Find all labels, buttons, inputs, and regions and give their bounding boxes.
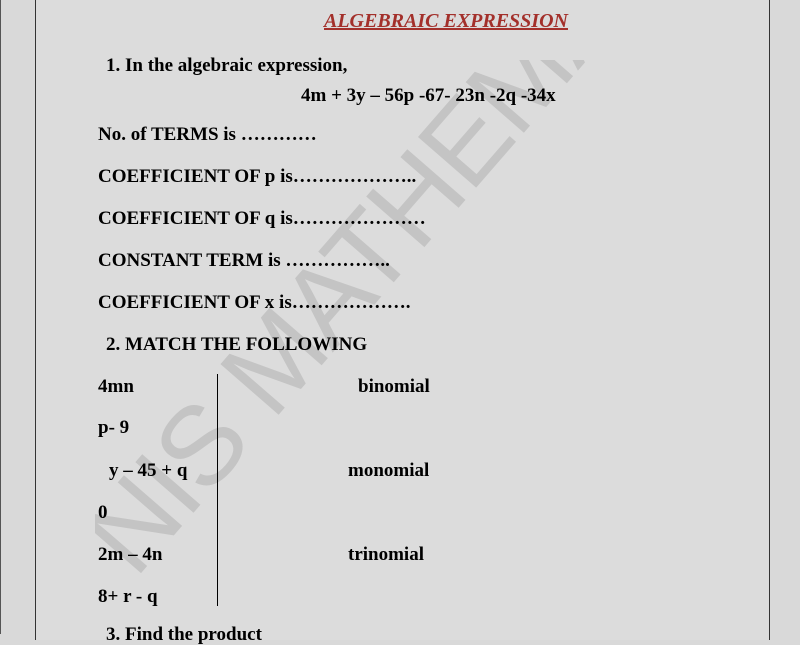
- page-edge: [0, 0, 1, 634]
- q1-heading: 1. In the algebraic expression,: [106, 55, 348, 76]
- match-left-item: 2m – 4n: [98, 544, 163, 565]
- match-left-item: 0: [98, 502, 108, 523]
- q1-coefficient-p-line: COEFFICIENT OF p is………………..: [98, 166, 417, 187]
- q1-constant-term-line: CONSTANT TERM is ……………..: [98, 250, 390, 271]
- q1-terms-line: No. of TERMS is …………: [98, 124, 317, 145]
- q1-coefficient-x-line: COEFFICIENT OF x is……………….: [98, 292, 411, 313]
- match-right-item: binomial: [358, 376, 430, 397]
- q3-heading: 3. Find the product: [106, 624, 262, 645]
- match-left-item: p- 9: [98, 417, 130, 438]
- match-left-item: 8+ r - q: [98, 586, 158, 607]
- q1-expression: 4m + 3y – 56p -67- 23n -2q -34x: [301, 85, 556, 106]
- worksheet-title: ALGEBRAIC EXPRESSION: [324, 10, 568, 32]
- match-left-item: 4mn: [98, 376, 134, 397]
- match-left-item: y – 45 + q: [109, 460, 188, 481]
- q2-heading: 2. MATCH THE FOLLOWING: [106, 334, 368, 355]
- match-right-item: trinomial: [348, 544, 424, 565]
- match-right-item: monomial: [348, 460, 430, 481]
- q1-coefficient-q-line: COEFFICIENT OF q is…………………: [98, 208, 426, 229]
- match-divider: [217, 374, 218, 606]
